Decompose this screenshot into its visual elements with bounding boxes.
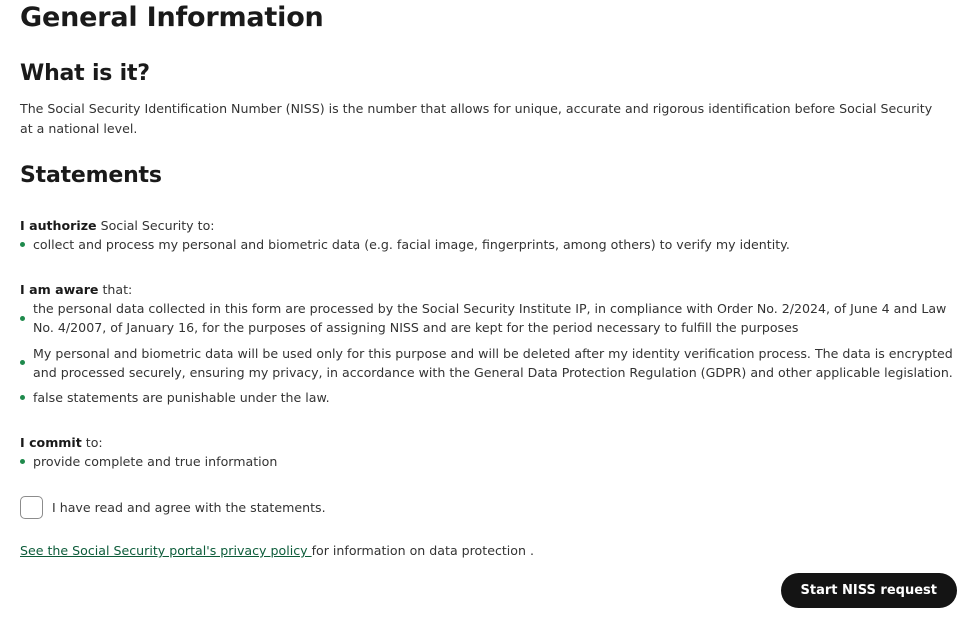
aware-lead: I am aware that:	[20, 282, 133, 297]
statements-heading: Statements	[20, 163, 162, 188]
authorize-section	[20, 216, 955, 254]
what-is-it-text: The Social Security Identification Number (NISS) is the number that allows for unique, accurate and rigorous identification before Social Security at a national level.	[20, 101, 933, 136]
aware-list	[20, 299, 955, 407]
list-item: collect and process my personal and biometric data (e.g. facial image, fingerprints, among others) to verify my identity.	[20, 235, 955, 254]
consent-row[interactable]	[20, 496, 326, 519]
agree-label[interactable]: I have read and agree with the statements.	[52, 500, 326, 515]
authorize-lead: I authorize Social Security to:	[20, 218, 215, 233]
aware-section	[20, 280, 955, 407]
page-title: General Information	[20, 2, 324, 33]
privacy-policy-link[interactable]: See the Social Security portal's privacy policy	[20, 543, 312, 558]
privacy-suffix: for information on data protection .	[311, 543, 535, 558]
commit-lead: I commit to:	[20, 435, 103, 450]
bullet-icon	[20, 242, 25, 247]
commit-list	[20, 452, 955, 471]
bullet-icon	[20, 316, 25, 321]
commit-section	[20, 433, 955, 471]
privacy-note	[20, 543, 534, 558]
list-item: My personal and biometric data will be used only for this purpose and will be deleted after my identity verification process. The data is encrypted and processed securely, ensuring my privacy, in accordance with the General Data Protection Regulation (GDPR) and other applicable legislation.	[20, 344, 955, 382]
bullet-icon	[20, 459, 25, 464]
what-is-it-heading: What is it?	[20, 61, 150, 86]
bullet-icon	[20, 360, 25, 365]
list-item: provide complete and true information	[20, 452, 955, 471]
agree-checkbox[interactable]	[20, 496, 43, 519]
authorize-list	[20, 235, 955, 254]
start-niss-request-button[interactable]: Start NISS request	[781, 573, 957, 608]
bullet-icon	[20, 395, 25, 400]
list-item: false statements are punishable under the law.	[20, 388, 955, 407]
list-item: the personal data collected in this form are processed by the Social Security Institute IP, in compliance with Order No. 2/2024, of June 4 and Law No. 4/2007, of January 16, for the purposes of assigning NISS and are kept for the period necessary to fulfill the purposes	[20, 299, 955, 337]
